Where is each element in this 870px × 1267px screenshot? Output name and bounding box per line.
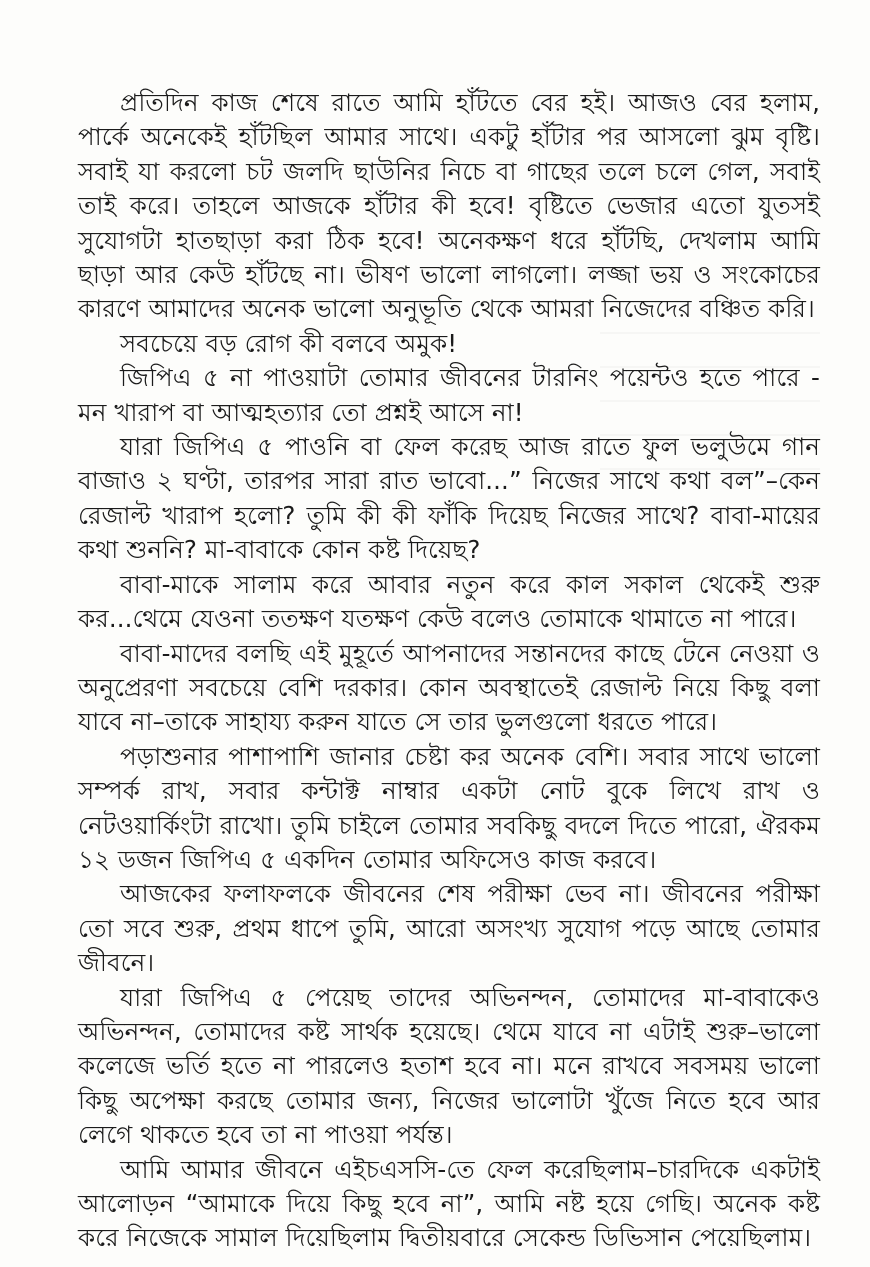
paragraph-evening-walk: প্রতিদিন কাজ শেষে রাতে আমি হাঁটতে বের হই। আজও বের হলাম, পার্কে অনেকেই হাঁটছিল আমার সাথে। একটু হাঁটার পর আসলো ঝুম বৃষ্টি। সবাই যা করলো চট জলদি ছাউনির নিচে বা গাছের তলে চলে গেল, সবাই তাই করে। তাহলে আজকে হাঁটার কী হবে! বৃষ্টিতে ভেজার এতো যুতসই সুযোগটা হাতছাড়া করা ঠিক হবে! অনেকক্ষণ ধরে হাঁটছি, দেখলাম আমি ছাড়া আর কেউ হাঁটছে না। ভীষণ ভালো লাগলো। লজ্জা ভয় ও সংকোচের কারণে আমাদের অনেক ভালো অনুভূতি থেকে আমরা নিজেদের বঞ্চিত করি।: [78, 88, 820, 324]
paragraph-author-story: আমি আমার জীবনে এইচএসসি-তে ফেল করেছিলাম–চারদিকে একটাই আলোড়ন “আমাকে দিয়ে কিছু হবে না”, আমি নষ্ট হয়ে গেছি। অনেক কষ্ট করে নিজেকে সামাল দিয়েছিলাম দ্বিতীয়বারে সেকেন্ড ডিভিসান পেয়েছিলাম।: [78, 1154, 820, 1253]
paragraph-biggest-disease: সবচেয়ে বড় রোগ কী বলবে অমুক!: [120, 328, 458, 358]
paragraph-turning-point: জিপিএ ৫ না পাওয়াটা তোমার জীবনের টারনিং পয়েন্টও হতে পারে - মন খারাপ বা আত্মহত্যার তো প্রশ্নই আসে না!: [78, 363, 820, 427]
paragraph-networking: পড়াশুনার পাশাপাশি জানার চেষ্টা কর অনেক বেশি। সবার সাথে ভালো সম্পর্ক রাখ, সবার কন্টাক্ট নাম্বার একটা নোট বুকে লিখে রাখ ও নেটওয়ার্কিংটা রাখো। তুমি চাইলে তোমার সবকিছু বদলে দিতে পারো, ঐরকম ১২ ডজন জিপিএ ৫ একদিন তোমার অফিসেও কাজ করবে।: [78, 741, 820, 874]
paragraph-start-again: বাবা-মাকে সালাম করে আবার নতুন করে কাল সকাল থেকেই শুরু কর...থেমে যেওনা ততক্ষণ যতক্ষণ কেউ বলেও তোমাকে থামাতে না পারে।: [78, 569, 820, 634]
paragraph-parents: বাবা-মাদের বলছি এই মুহূর্তে আপনাদের সন্তানদের কাছে টেনে নেওয়া ও অনুপ্রেরণা সবচেয়ে বেশি দরকার। কোন অবস্থাতেই রেজাল্ট নিয়ে কিছু বলা যাবে না–তাকে সাহায্য করুন যাতে সে তার ভুলগুলো ধরতে পারে।: [78, 638, 820, 737]
paragraph-life-exam: আজকের ফলাফলকে জীবনের শেষ পরীক্ষা ভেব না। জীবনের পরীক্ষা তো সবে শুরু, প্রথম ধাপে তুমি, আরো অসংখ্য সুযোগ পড়ে আছে তোমার জীবনে।: [78, 879, 820, 978]
paragraph-congratulations: যারা জিপিএ ৫ পেয়েছ তাদের অভিনন্দন, তোমাদের মা-বাবাকেও অভিনন্দন, তোমাদের কষ্ট সার্থক হয়েছে। থেমে যাবে না এটাই শুরু–ভালো কলেজে ভর্তি হতে না পারলেও হতাশ হবে না। মনে রাখবে সবসময় ভালো কিছু অপেক্ষা করছে তোমার জন্য, নিজের ভালোটা খুঁজে নিতে হবে আর লেগে থাকতে হবে তা না পাওয়া পর্যন্ত।: [78, 982, 820, 1150]
page-body-text: [78, 86, 820, 1256]
paragraph-failed-students: যারা জিপিএ ৫ পাওনি বা ফেল করেছ আজ রাতে ফুল ভলুউমে গান বাজাও ২ ঘণ্টা, তারপর সারা রাত ভাবো...” নিজের সাথে কথা বল”–কেন রেজাল্ট খারাপ হলো? তুমি কী কী ফাঁকি দিয়েছ নিজের সাথে? বাবা-মায়ের কথা শুননি? মা-বাবাকে কোন কষ্ট দিয়েছ?: [78, 432, 820, 565]
